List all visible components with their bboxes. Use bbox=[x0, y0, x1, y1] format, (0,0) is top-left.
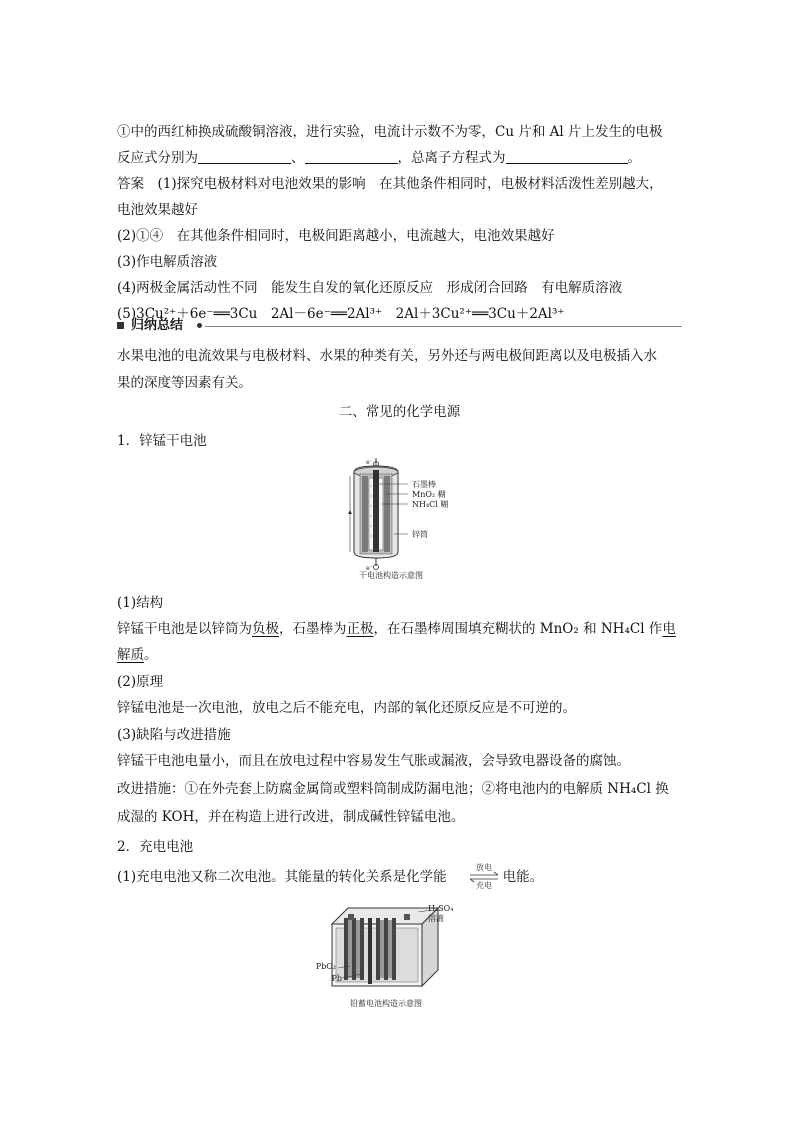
answer-blank-1 bbox=[198, 148, 291, 164]
structure-text-b: ，石墨棒为 bbox=[279, 621, 347, 637]
defect-paragraph-1: 锌锰干电池电量小，而且在放电过程中容易发生气胀或漏液，会导致电器设备的腐蚀。 bbox=[117, 753, 630, 769]
dry-cell-label-nh4cl: NH₄Cl 糊 bbox=[412, 500, 449, 509]
exercise-line-2-end: 。 bbox=[627, 150, 641, 166]
principle-paragraph: 锌锰电池是一次电池，放电之后不能充电，内部的氧化还原反应是不可逆的。 bbox=[117, 700, 576, 716]
answer-blank-3 bbox=[506, 148, 628, 164]
answer-line-2: (2)①④ 在其他条件相同时，电极间距离越小，电流越大，电池效果越好 bbox=[117, 228, 555, 244]
lead-battery-label-solution: 溶液 bbox=[428, 914, 444, 923]
structure-paragraph-2 bbox=[117, 644, 682, 666]
rechargeable-paragraph bbox=[117, 866, 682, 888]
exercise-line-1: ①中的西红柿换成硫酸铜溶液，进行实验，电流计示数不为零，Cu 片和 Al 片上发生的电极 bbox=[117, 124, 663, 140]
subsection-2-title: 2．充电电池 bbox=[117, 839, 194, 855]
structure-title: (1)结构 bbox=[117, 595, 164, 611]
summary-dot-icon bbox=[197, 323, 202, 328]
dry-cell-label-mno2: MnO₂ 糊 bbox=[412, 490, 446, 499]
answer-line-3: (3)作电解质溶液 bbox=[117, 254, 218, 270]
exercise-line-2-text-b: ，总离子方程式为 bbox=[397, 150, 506, 166]
structure-paragraph-1 bbox=[117, 618, 682, 640]
dry-cell-label-graphite: 石墨棒 bbox=[412, 480, 436, 489]
answer-line-1b: 电池效果越好 bbox=[117, 202, 198, 218]
exercise-line-2 bbox=[117, 147, 682, 169]
discharge-label: 放电 bbox=[476, 863, 492, 872]
positive-electrode-term: 正极 bbox=[346, 621, 374, 637]
lead-battery-label-pbo2: PbO₂ bbox=[315, 962, 336, 971]
principle-title: (2)原理 bbox=[117, 674, 164, 690]
exercise-line-2-text: 反应式分别为 bbox=[117, 150, 198, 166]
summary-title: 归纳总结 bbox=[131, 318, 184, 333]
electrolyte-term-b: 解质 bbox=[117, 647, 144, 663]
structure-text-a: 锌锰干电池是以锌筒为 bbox=[117, 621, 252, 637]
lead-battery-label-pb: Pb bbox=[331, 974, 342, 983]
summary-square-icon bbox=[117, 322, 124, 329]
svg-text:e⁻: e⁻ bbox=[366, 459, 373, 466]
dry-cell-diagram bbox=[336, 456, 446, 576]
answer-line-5: (5)3Cu²⁺＋6e⁻══3Cu 2Al－6e⁻══2Al³⁺ 2Al＋3Cu²⁺══3Cu＋2Al³⁺ bbox=[117, 306, 565, 322]
lead-battery-label-h2so4: H₂SO₄ bbox=[428, 904, 454, 913]
blank-separator: 、 bbox=[291, 150, 305, 166]
electrolyte-term-a: 电 bbox=[662, 621, 676, 637]
rechargeable-text-b: 电能。 bbox=[502, 869, 544, 885]
charge-label: 充电 bbox=[476, 881, 492, 890]
defect-paragraph-2: 改进措施：①在外壳套上防腐金属筒或塑料筒制成防漏电池；②将电池内的电解质 NH₄Cl 换 bbox=[117, 781, 669, 797]
summary-paragraph-1: 水果电池的电流效果与电极材料、水果的种类有关，另外还与两电极间距离以及电极插入水 bbox=[117, 348, 657, 364]
summary-paragraph-2: 果的深度等因素有关。 bbox=[117, 375, 252, 391]
defect-title: (3)缺陷与改进措施 bbox=[117, 727, 231, 743]
section-heading: 二、常见的化学电源 bbox=[338, 404, 461, 420]
answer-line-1: 答案 (1)探究电极材料对电池效果的影响 在其他条件相同时，电极材料活泼性差别越大， bbox=[117, 176, 663, 192]
negative-electrode-term: 负极 bbox=[252, 621, 279, 637]
lead-battery-caption: 铅蓄电池构造示意图 bbox=[350, 999, 422, 1008]
answer-blank-2 bbox=[305, 148, 398, 164]
subsection-1-title: 1．锌锰干电池 bbox=[117, 433, 207, 449]
summary-divider bbox=[205, 326, 682, 327]
structure-text-c: ，在石墨棒周围填充糊状的 MnO₂ 和 NH₄Cl 作 bbox=[373, 621, 663, 637]
dry-cell-caption: 干电池构造示意图 bbox=[359, 571, 423, 580]
summary-header bbox=[117, 316, 682, 336]
structure-end: 。 bbox=[144, 647, 158, 663]
rechargeable-text-a: (1)充电电池又称二次电池。其能量的转化关系是化学能 bbox=[117, 869, 447, 885]
dry-cell-label-zinc: 锌筒 bbox=[412, 530, 428, 539]
defect-paragraph-3: 成湿的 KOH，并在构造上进行改进，制成碱性锌锰电池。 bbox=[117, 809, 465, 825]
svg-text:e⁻: e⁻ bbox=[366, 565, 373, 572]
answer-line-4: (4)两极金属活动性不同 能发生自发的氧化还原反应 形成闭合回路 有电解质溶液 bbox=[117, 280, 623, 296]
